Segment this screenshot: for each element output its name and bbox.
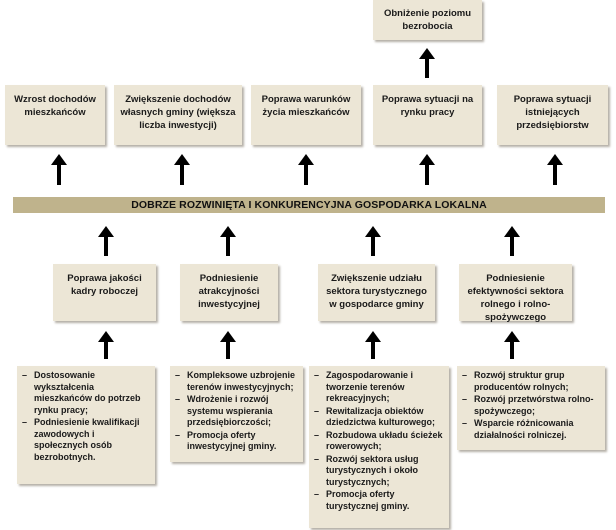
core-banner — [13, 197, 605, 213]
outcome-box-5 — [497, 85, 608, 145]
arrow-up-outcome-1 — [57, 164, 61, 185]
outcome-box-2 — [114, 85, 242, 145]
arrow-up-objective-1 — [104, 236, 108, 256]
goal-label: Obniżenie poziomu bezrobocia — [383, 8, 472, 32]
arrow-up-outcome-4 — [425, 164, 429, 185]
action-item: – Rozwój sektora usług turystycznych i około turystycznych; — [313, 454, 445, 489]
action-item: – Rewitalizacja obiektów dziedzictwa kulturowego; — [313, 406, 445, 429]
outcome-label: Zwiększenie dochodów własnych gminy (większa liczba inwestycji) — [120, 94, 236, 131]
goal-box — [373, 0, 482, 40]
actions-box-1 — [17, 366, 155, 484]
action-item: – Wdrożenie i rozwój systemu wspierania przedsiębiorczości; — [174, 394, 299, 429]
action-item: – Promocja oferty turystycznej gminy. — [313, 489, 445, 512]
outcome-label: Poprawa warunków życia mieszkańców — [261, 94, 351, 118]
objective-label: Podniesienie atrakcyjności inwestycyjnej — [198, 273, 260, 310]
arrow-up-outcome-3 — [304, 164, 308, 185]
arrow-up-objective-3 — [371, 236, 375, 256]
action-item: – Rozwój przetwórstwa rolno-spożywczego; — [461, 394, 601, 417]
actions-list — [21, 370, 151, 463]
actions-list — [461, 370, 601, 441]
arrow-up-goal — [425, 58, 429, 78]
objective-box-4 — [459, 264, 572, 321]
objective-label: Zwiększenie udziału sektora turystycznego w gospodarce gminy — [326, 273, 427, 310]
arrow-up-actions-4 — [510, 341, 514, 359]
arrow-up-objective-2 — [226, 236, 230, 256]
objective-label: Podniesienie efektywności sektora rolnego i rolno-spożywczego — [467, 273, 564, 323]
actions-box-4 — [457, 366, 605, 450]
actions-box-3 — [309, 366, 449, 528]
outcome-label: Wzrost dochodów mieszkańców — [14, 94, 96, 118]
outcome-box-1 — [5, 85, 105, 145]
actions-list — [174, 370, 299, 453]
actions-list — [313, 370, 445, 512]
action-item: – Wsparcie różnicowania działalności rolniczej. — [461, 418, 601, 441]
action-item: – Rozwój struktur grup producentów rolnych; — [461, 370, 601, 393]
arrow-up-actions-2 — [226, 341, 230, 359]
action-item: – Zagospodarowanie i tworzenie terenów rekreacyjnych; — [313, 370, 445, 405]
outcome-label: Poprawa sytuacji na rynku pracy — [381, 94, 474, 118]
action-item: – Podniesienie kwalifikacji zawodowych i społecznych osób bezrobotnych. — [21, 417, 151, 463]
objective-label: Poprawa jakości kadry roboczej — [67, 273, 142, 297]
outcome-box-3 — [251, 85, 361, 145]
action-item: – Promocja oferty inwestycyjnej gminy. — [174, 430, 299, 453]
arrow-up-outcome-5 — [553, 164, 557, 185]
arrow-up-outcome-2 — [180, 164, 184, 185]
arrow-up-objective-4 — [510, 236, 514, 256]
arrow-up-actions-1 — [104, 341, 108, 359]
outcome-label: Poprawa sytuacji istniejących przedsiębiorstw — [513, 94, 592, 131]
outcome-box-4 — [373, 85, 482, 145]
objective-box-3 — [318, 264, 435, 321]
action-item: – Rozbudowa układu ścieżek rowerowych; — [313, 430, 445, 453]
objective-box-1 — [53, 264, 156, 321]
core-label: DOBRZE ROZWINIĘTA I KONKURENCYJNA GOSPODARKA LOKALNA — [131, 199, 487, 211]
arrow-up-actions-3 — [371, 341, 375, 359]
objective-box-2 — [180, 264, 278, 321]
action-item: – Dostosowanie wykształcenia mieszkańców do potrzeb rynku pracy; — [21, 370, 151, 416]
actions-box-2 — [170, 366, 303, 462]
action-item: – Kompleksowe uzbrojenie terenów inwestycyjnych; — [174, 370, 299, 393]
